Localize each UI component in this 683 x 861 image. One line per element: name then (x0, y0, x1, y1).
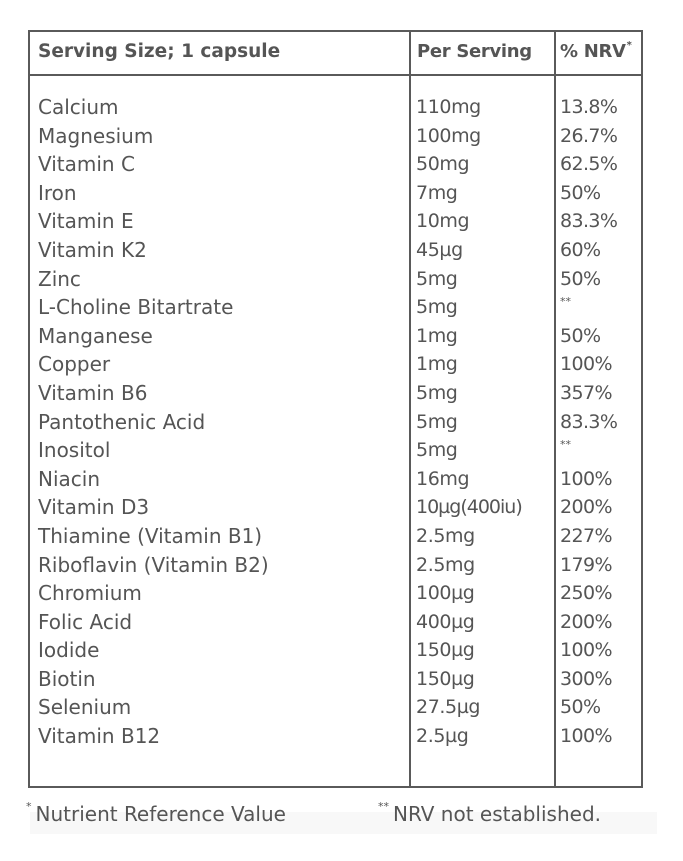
nutrient-nrv: 50% (560, 696, 601, 719)
nutrient-name: Vitamin B12 (38, 724, 161, 749)
nutrient-amount: 110mg (416, 96, 481, 118)
nutrient-nrv: 200% (560, 496, 612, 519)
table-row (30, 379, 641, 408)
nutrient-nrv: 26.7% (560, 124, 618, 147)
table-row (30, 608, 641, 637)
nutrient-name: Manganese (38, 323, 153, 348)
table-row (30, 722, 641, 751)
nutrient-amount: 5mg (416, 439, 458, 462)
nutrient-amount: 1mg (416, 324, 458, 347)
table-row (30, 579, 641, 608)
nutrient-amount: 45µg (416, 238, 463, 261)
footnote-nrv-definition (26, 800, 286, 828)
table-row (30, 408, 641, 437)
nutrition-table (28, 30, 643, 788)
nutrient-amount: 1mg (416, 353, 458, 376)
table-row (30, 207, 641, 236)
header-nrv-footnote-mark: * (626, 40, 632, 51)
table-row (30, 122, 641, 151)
nutrient-amount: 150µg (416, 639, 475, 662)
footnote-nrv-not-established (378, 800, 601, 828)
table-row (30, 150, 641, 179)
nutrient-amount: 100mg (416, 124, 481, 147)
table-row (30, 493, 641, 522)
nutrient-name: Chromium (38, 581, 142, 606)
nutrient-amount: 50mg (416, 153, 470, 176)
table-row (30, 465, 641, 494)
nutrient-nrv: 100% (560, 353, 612, 376)
nutrient-nrv: 100% (560, 639, 612, 662)
nutrient-name: Vitamin E (38, 209, 134, 234)
nutrient-name: Zinc (38, 266, 81, 291)
footnote-text: NRV not established. (393, 802, 601, 826)
nutrient-name: L-Choline Bitartrate (38, 295, 234, 320)
nutrient-amount: 150µg (416, 667, 475, 690)
nutrient-name: Vitamin B6 (38, 380, 148, 405)
footnote-mark-single: * (26, 800, 32, 813)
nutrient-nrv: 83.3% (560, 410, 618, 433)
nutrient-nrv: 50% (560, 324, 601, 347)
nutrient-amount: 2.5µg (416, 725, 469, 748)
nutrient-nrv: 300% (560, 667, 612, 690)
nutrient-nrv: 62.5% (560, 153, 618, 176)
footnote-text: Nutrient Reference Value (35, 802, 286, 826)
nutrient-name: Magnesium (38, 123, 154, 148)
nutrient-amount: 100µg (416, 582, 475, 605)
nutrient-name: Pantothenic Acid (38, 409, 206, 434)
table-row (30, 551, 641, 580)
nutrient-name: Niacin (38, 466, 101, 491)
nutrient-amount: 16mg (416, 467, 470, 490)
nutrient-name: Inositol (38, 438, 111, 463)
table-row (30, 179, 641, 208)
nutrient-nrv: 13.8% (560, 96, 618, 118)
table-row (30, 636, 641, 665)
nutrient-name: Vitamin C (38, 152, 135, 177)
table-row (30, 693, 641, 722)
header-nrv (560, 32, 632, 74)
nutrient-name: Iodide (38, 638, 100, 663)
nutrient-amount: 5mg (416, 410, 458, 433)
nutrient-nrv-not-established: ** (560, 438, 571, 452)
nutrient-name: Biotin (38, 666, 96, 691)
header-per-serving: Per Serving (417, 41, 532, 62)
nutrient-nrv: 100% (560, 725, 612, 748)
nutrient-nrv: 250% (560, 582, 612, 605)
table-row (30, 350, 641, 379)
nutrient-nrv: 83.3% (560, 210, 618, 233)
table-row (30, 322, 641, 351)
nutrient-name: Thiamine (Vitamin B1) (38, 523, 263, 548)
nutrient-amount: 27.5µg (416, 696, 481, 719)
nutrient-name: Vitamin K2 (38, 237, 147, 262)
nutrient-nrv: 227% (560, 524, 612, 547)
nutrient-name: Folic Acid (38, 609, 133, 634)
nutrient-name: Iron (38, 180, 77, 205)
nutrient-amount: 2.5mg (416, 553, 475, 576)
table-row (30, 93, 641, 122)
nutrient-nrv: 100% (560, 467, 612, 490)
table-row (30, 265, 641, 294)
header-nrv-label: % NRV (560, 41, 626, 62)
nutrient-nrv: 179% (560, 553, 612, 576)
table-row (30, 665, 641, 694)
nutrient-amount: 7mg (416, 181, 458, 204)
nutrient-nrv: 357% (560, 381, 612, 404)
nutrient-name: Riboflavin (Vitamin B2) (38, 552, 269, 577)
table-row (30, 236, 641, 265)
nutrient-name: Selenium (38, 695, 132, 720)
nutrient-amount: 400µg (416, 610, 475, 633)
nutrient-nrv: 60% (560, 238, 601, 261)
footnote-mark-double: ** (378, 800, 389, 813)
nutrient-amount: 5mg (416, 381, 458, 404)
nutrient-amount: 5mg (416, 267, 458, 290)
nutrient-amount: 5mg (416, 296, 458, 319)
table-row (30, 436, 641, 465)
nutrient-nrv: 50% (560, 267, 601, 290)
nutrient-nrv: 200% (560, 610, 612, 633)
table-row (30, 293, 641, 322)
nutrient-name: Vitamin D3 (38, 495, 150, 520)
header-serving-size: Serving Size; 1 capsule (38, 41, 281, 62)
nutrient-name: Copper (38, 352, 111, 377)
nutrient-amount: 2.5mg (416, 524, 475, 547)
nutrient-amount: 10mg (416, 210, 470, 233)
nutrient-name: Calcium (38, 95, 119, 119)
table-body (30, 93, 641, 751)
nutrient-amount: 10µg(400iu) (416, 496, 522, 519)
table-row (30, 522, 641, 551)
nutrient-nrv: 50% (560, 181, 601, 204)
nutrient-nrv-not-established: ** (560, 295, 571, 309)
table-header-row (30, 32, 641, 76)
